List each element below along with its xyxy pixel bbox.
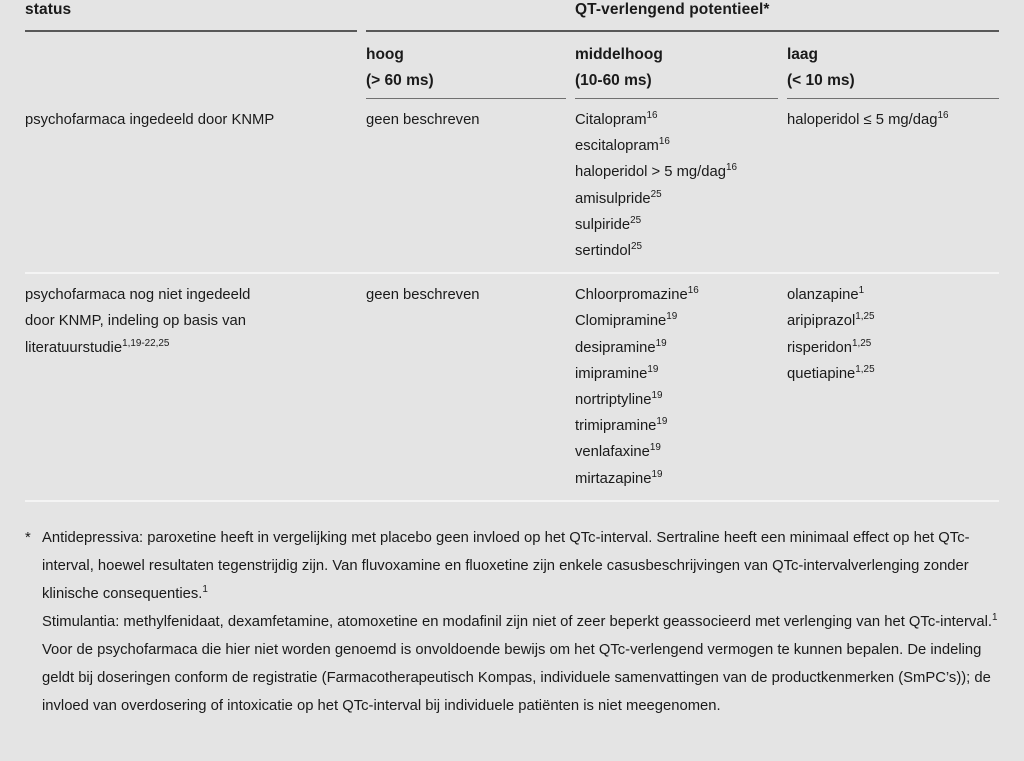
reference-superscript: 19 <box>647 363 659 375</box>
cell-middelhoog <box>575 107 787 264</box>
header-group-label: QT-verlengend potentieel* <box>575 1 770 18</box>
qt-potential-table <box>25 0 999 502</box>
reference-superscript: 19 <box>651 390 663 402</box>
list-item: geen beschreven <box>366 112 480 128</box>
list-item: Chloorpromazine$^{16}$ <box>575 285 699 304</box>
laag-list <box>787 282 999 387</box>
reference-superscript: 1 <box>991 611 998 623</box>
cell-hoog <box>366 107 575 133</box>
subheader-laag-name: laag <box>787 46 819 63</box>
header-cell-status <box>25 0 366 20</box>
list-item: nortriptyline$^{19}$ <box>575 390 663 409</box>
table-body <box>25 99 999 502</box>
footnote-paragraph: Voor de psychofarmaca die hier niet worden genoemd is onvoldoende bewijs om het QTc-verlengend vermogen te kunnen bepalen. De indeling geldt bij doseringen conform de registratie (Farmacotherapeutisch Kompas, individuele samenvattingen van de productkenmerken (SmPC’s)); de invloed van overdosering of intoxicatie op het QTc-interval bij individuele patiënten is niet meegenomen. <box>42 641 991 714</box>
subheader-cell-hoog <box>366 42 575 94</box>
reference-superscript: 1,25 <box>851 337 872 349</box>
reference-superscript: 25 <box>630 214 642 226</box>
reference-superscript: 19 <box>651 468 663 480</box>
reference-superscript: 1,25 <box>855 363 875 375</box>
subheader-hoog-range: (> 60 ms) <box>366 72 434 89</box>
table-bottom-rule <box>25 500 999 502</box>
subheader-cell-middelhoog <box>575 42 787 94</box>
subheader-middelhoog-name: middelhoog <box>575 46 663 63</box>
status-line: door KNMP, indeling op basis van <box>25 313 246 330</box>
subheader-laag-range: (< 10 ms) <box>787 72 855 89</box>
list-item: sertindol$^{25}$ <box>575 241 642 260</box>
list-item: Citalopram$^{16}$ <box>575 110 658 128</box>
cell-laag <box>787 282 999 387</box>
reference-superscript: 19 <box>656 416 668 428</box>
list-item: sulpiride$^{25}$ <box>575 214 642 233</box>
footnote-paragraph: Antidepressiva: paroxetine heeft in vergelijking met placebo geen invloed op het QTc-interval. Sertraline heeft een minimaal effect op het QTc-interval, hoewel resultaten tegenstrijdig zijn. Van fluvoxamine en fluoxetine zijn enkele casusbeschrijvingen van QTc-intervalverlenging zonder klinische consequenties.$^1$ <box>42 529 970 602</box>
table-row <box>25 99 999 264</box>
list-item: mirtazapine$^{19}$ <box>575 468 663 487</box>
hoog-list <box>366 107 563 133</box>
header-top-rules <box>25 30 999 32</box>
status-line: literatuurstudie$^{1,19-22,25}$ <box>25 337 170 356</box>
rule-under-middelhoog <box>575 98 778 99</box>
list-item: haloperidol > 5 mg/dag$^{16}$ <box>575 162 737 181</box>
reference-superscript: 19 <box>649 442 661 454</box>
subheader-rules <box>25 98 999 99</box>
reference-superscript: 1 <box>858 285 865 297</box>
footnote-paragraphs <box>42 524 999 720</box>
reference-superscript: 16 <box>725 162 737 174</box>
reference-superscript: 25 <box>650 188 662 200</box>
reference-superscript: 1,19-22,25 <box>122 337 170 349</box>
cell-middelhoog <box>575 282 787 492</box>
cell-hoog <box>366 282 575 308</box>
footnote-block <box>25 524 999 720</box>
table-header-top <box>25 0 999 24</box>
cell-laag <box>787 107 999 133</box>
list-item: desipramine$^{19}$ <box>575 337 667 356</box>
list-item: geen beschreven <box>366 287 480 304</box>
reference-superscript: 16 <box>937 110 949 122</box>
hoog-list <box>366 282 563 308</box>
rule-subheader-status-blank <box>25 98 366 99</box>
table-header-sub <box>25 42 999 94</box>
reference-superscript: 1 <box>202 583 208 595</box>
rule-under-hoog <box>366 98 566 99</box>
cell-status <box>25 107 366 133</box>
subheader-cell-laag <box>787 42 999 94</box>
reference-superscript: 16 <box>658 136 670 148</box>
list-item: olanzapine$^1$ <box>787 285 865 304</box>
header-status-label: status <box>25 1 72 18</box>
rule-gap-1 <box>566 98 575 99</box>
status-line: psychofarmaca ingedeeld door KNMP <box>25 112 275 128</box>
list-item: trimipramine$^{19}$ <box>575 416 668 435</box>
middelhoog-list <box>575 107 775 264</box>
rule-under-status <box>25 30 357 32</box>
rule-under-group <box>366 30 999 32</box>
list-item: venlafaxine$^{19}$ <box>575 442 661 461</box>
rule-under-laag <box>787 98 999 99</box>
list-item: imipramine$^{19}$ <box>575 363 659 382</box>
status-line: psychofarmaca nog niet ingedeeld <box>25 287 251 304</box>
reference-superscript: 16 <box>646 110 658 122</box>
reference-superscript: 25 <box>630 241 642 253</box>
list-item: amisulpride$^{25}$ <box>575 188 662 207</box>
subheader-hoog-name: hoog <box>366 46 404 63</box>
reference-superscript: 19 <box>655 337 667 349</box>
list-item: risperidon$^{1,25}$ <box>787 337 872 356</box>
cell-status <box>25 282 366 361</box>
laag-list <box>787 107 999 133</box>
rule-gap-2 <box>778 98 787 99</box>
list-item: quetiapine$^{1,25}$ <box>787 363 875 382</box>
list-item: haloperidol ≤ 5 mg/dag$^{16}$ <box>787 110 949 128</box>
table-row <box>25 274 999 492</box>
reference-superscript: 16 <box>687 285 699 297</box>
reference-superscript: 1,25 <box>855 311 875 323</box>
middelhoog-list <box>575 282 775 492</box>
reference-superscript: 19 <box>666 311 678 323</box>
footnote-paragraph: Stimulantia: methylfenidaat, dexamfetamine, atomoxetine en modafinil zijn niet of zeer beperkt geassocieerd met verlenging van het QTc-interval.$^1$ <box>42 611 998 630</box>
list-item: aripiprazol$^{1,25}$ <box>787 311 875 330</box>
footnote-marker: * <box>25 529 31 546</box>
rule-gap <box>357 30 366 32</box>
list-item: escitalopram$^{16}$ <box>575 136 670 155</box>
header-cell-group <box>575 0 787 20</box>
list-item: Clomipramine$^{19}$ <box>575 311 678 330</box>
subheader-middelhoog-range: (10-60 ms) <box>575 72 652 89</box>
